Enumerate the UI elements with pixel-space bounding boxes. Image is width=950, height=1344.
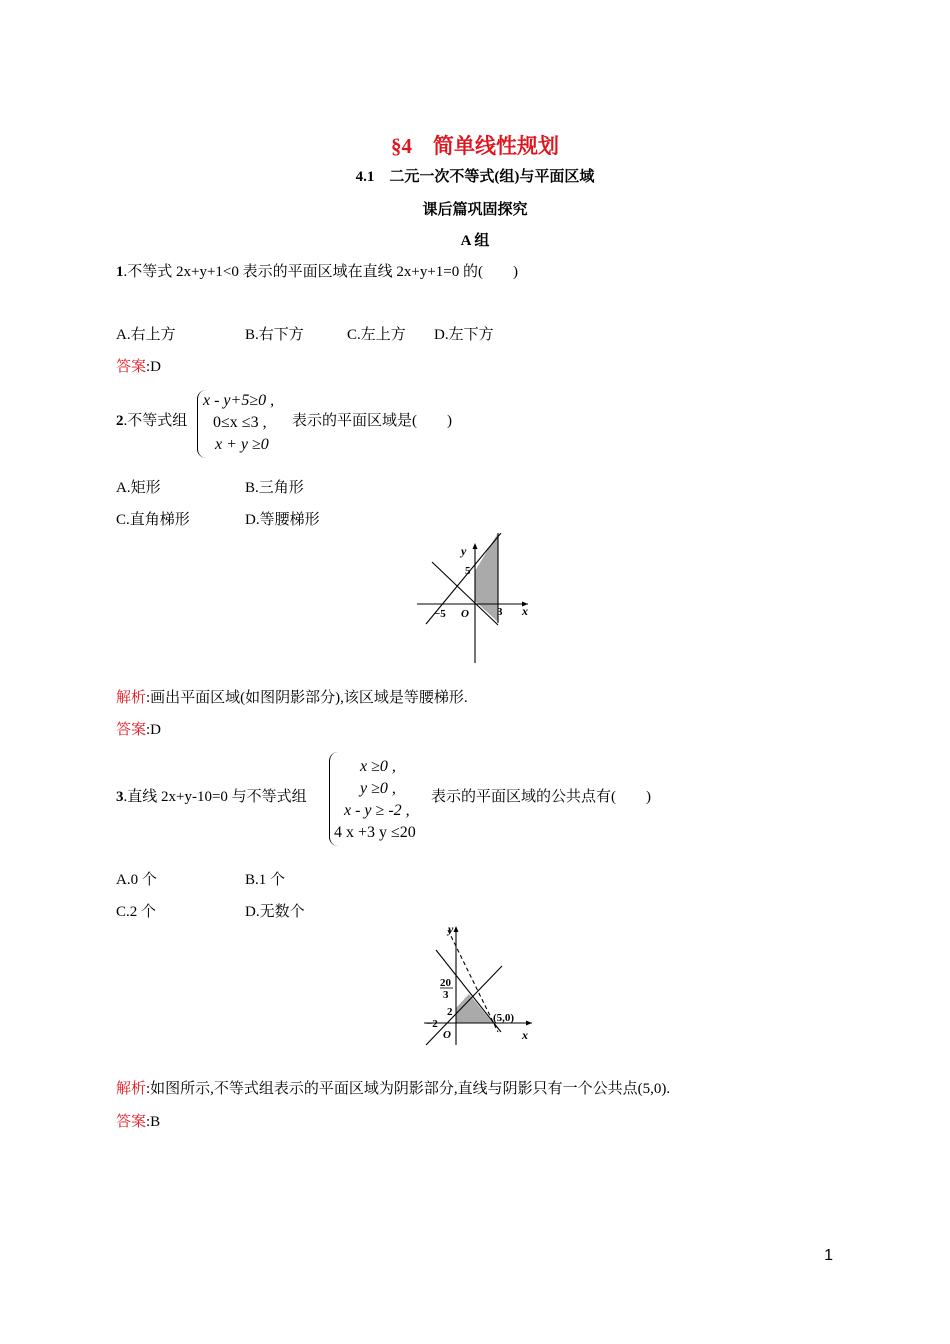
group-heading: A 组 bbox=[460, 233, 490, 249]
option-d: D.无数个 bbox=[245, 904, 305, 920]
question-1 bbox=[116, 260, 518, 281]
tick-2: 2 bbox=[447, 1006, 453, 1018]
q3-analysis bbox=[116, 1077, 670, 1098]
q2-analysis bbox=[116, 686, 468, 707]
q1-answer bbox=[116, 355, 161, 376]
inequality-1: x - y+5≥0 , bbox=[203, 392, 275, 409]
answer-label: 答案 bbox=[116, 722, 147, 738]
inequality-2: y ≥0 , bbox=[360, 780, 396, 797]
answer-value: :B bbox=[146, 1114, 161, 1130]
option-c: C.2 个 bbox=[116, 904, 157, 920]
tick-3: 3 bbox=[497, 606, 503, 618]
option-b: B.右下方 bbox=[245, 327, 304, 343]
question-number: 2 bbox=[116, 413, 124, 429]
shaded-region bbox=[475, 533, 498, 622]
option-b: B.三角形 bbox=[245, 480, 304, 496]
y-label: y bbox=[448, 922, 454, 936]
inequality-3: x - y ≥ -2 , bbox=[344, 802, 410, 819]
option-b: B.1 个 bbox=[245, 872, 286, 888]
frac-numerator: 20 bbox=[440, 977, 451, 989]
inequality-3: x + y ≥0 bbox=[215, 436, 269, 453]
figure-region-3 bbox=[418, 920, 538, 1050]
x-label: x bbox=[522, 1028, 528, 1042]
question-stem: .不等式 2x+y+1<0 表示的平面区域在直线 2x+y+1=0 的( ) bbox=[123, 264, 518, 280]
question-stem-pre: .不等式组 bbox=[123, 413, 188, 429]
option-c: C.左上方 bbox=[347, 327, 406, 343]
question-number: 1 bbox=[116, 264, 124, 280]
tick-neg2: −2 bbox=[426, 1018, 438, 1030]
section-heading: 课后篇巩固探究 bbox=[422, 202, 528, 218]
x-label: x bbox=[522, 604, 528, 618]
origin-label: O bbox=[443, 1029, 451, 1041]
option-a: A.0 个 bbox=[116, 872, 157, 888]
option-c: C.直角梯形 bbox=[116, 512, 190, 528]
inequality-4: 4 x +3 y ≤20 bbox=[334, 824, 416, 841]
analysis-text: :如图所示,不等式组表示的平面区域为阴影部分,直线与阴影只有一个公共点(5,0). bbox=[146, 1081, 671, 1097]
analysis-text: :画出平面区域(如图阴影部分),该区域是等腰梯形. bbox=[146, 690, 468, 706]
figure-trapezoid bbox=[414, 533, 534, 665]
frac-denominator: 3 bbox=[443, 989, 449, 1001]
option-a: A.矩形 bbox=[116, 480, 161, 496]
option-d: D.左下方 bbox=[434, 327, 494, 343]
tick-neg5: −5 bbox=[434, 608, 446, 620]
answer-value: :D bbox=[146, 359, 162, 375]
page-number: 1 bbox=[824, 1247, 833, 1264]
inequality-1: x ≥0 , bbox=[360, 758, 396, 775]
inequality-system bbox=[203, 390, 274, 456]
analysis-label: 解析 bbox=[116, 690, 147, 706]
q2-answer bbox=[116, 718, 161, 739]
question-stem-pre: .直线 2x+y-10=0 与不等式组 bbox=[123, 789, 307, 805]
option-a: A.右上方 bbox=[116, 327, 176, 343]
question-2 bbox=[116, 409, 187, 430]
q3-answer bbox=[116, 1110, 160, 1131]
section-subtitle: 4.1 二元一次不等式(组)与平面区域 bbox=[355, 169, 595, 185]
question-number: 3 bbox=[116, 789, 124, 805]
answer-label: 答案 bbox=[116, 1114, 147, 1130]
page-title: §4 简单线性规划 bbox=[391, 134, 559, 158]
point-label: (5,0) bbox=[493, 1012, 515, 1024]
line-x-minus-y-plus-2 bbox=[426, 966, 502, 1045]
tick-5: 5 bbox=[465, 565, 471, 577]
y-label: y bbox=[461, 544, 467, 558]
answer-value: :D bbox=[146, 722, 162, 738]
inequality-2: 0≤x ≤3 , bbox=[213, 414, 267, 431]
question-3 bbox=[116, 785, 307, 806]
question-stem-post: 表示的平面区域的公共点有( ) bbox=[431, 789, 651, 805]
inequality-system bbox=[334, 756, 416, 844]
analysis-label: 解析 bbox=[116, 1081, 147, 1097]
answer-label: 答案 bbox=[116, 359, 147, 375]
origin-label: O bbox=[461, 608, 469, 620]
option-d: D.等腰梯形 bbox=[245, 512, 320, 528]
question-stem-post: 表示的平面区域是( ) bbox=[292, 413, 452, 429]
